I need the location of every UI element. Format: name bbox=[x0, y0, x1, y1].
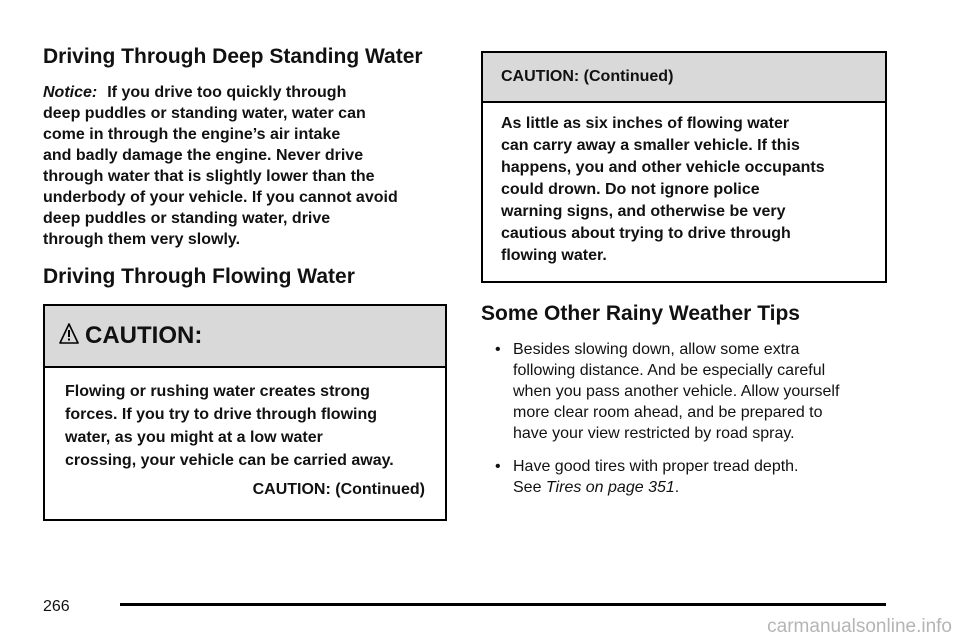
notice-paragraph bbox=[43, 82, 447, 250]
notice-line-8: through them very slowly. bbox=[43, 231, 241, 248]
continued-line-4: could drown. Do not ignore police bbox=[501, 181, 760, 198]
watermark: carmanualsonline.info bbox=[767, 616, 952, 637]
continued-line-7: flowing water. bbox=[501, 247, 607, 264]
list-item bbox=[495, 456, 887, 498]
caution-title: CAUTION: bbox=[85, 322, 203, 349]
list-item bbox=[495, 339, 887, 444]
caution-line-4: crossing, your vehicle can be carried away. bbox=[65, 452, 394, 469]
caution-line-3: water, as you might at a low water bbox=[65, 429, 323, 446]
caution-body bbox=[45, 368, 445, 519]
caution-box bbox=[43, 304, 447, 521]
caution-continued-box bbox=[481, 51, 887, 283]
rainy-tips-list bbox=[481, 339, 887, 498]
notice-line-6: underbody of your vehicle. If you cannot avoid bbox=[43, 189, 398, 206]
continued-line-5: warning signs, and otherwise be very bbox=[501, 203, 786, 220]
tires-page-link[interactable]: Tires on page 351 bbox=[545, 479, 675, 496]
notice-line-5: through water that is slightly lower than the bbox=[43, 168, 375, 185]
caution-continued-body bbox=[483, 103, 885, 281]
bullet1-line-4: more clear room ahead, and be prepared to bbox=[513, 404, 823, 421]
heading-deep-standing-water: Driving Through Deep Standing Water bbox=[43, 45, 423, 68]
bullet1-line-2: following distance. And be especially careful bbox=[513, 362, 826, 379]
notice-line-4: and badly damage the engine. Never drive bbox=[43, 147, 364, 164]
heading-rainy-weather-tips: Some Other Rainy Weather Tips bbox=[481, 302, 800, 325]
notice-line-2: deep puddles or standing water, water can bbox=[43, 105, 366, 122]
bullet-icon: • bbox=[495, 341, 501, 358]
caution-triangle-icon bbox=[59, 323, 79, 345]
heading-flowing-water: Driving Through Flowing Water bbox=[43, 265, 355, 288]
notice-line-3: come in through the engine’s air intake bbox=[43, 126, 341, 143]
bullet-icon: • bbox=[495, 458, 501, 475]
bullet1-line-3: when you pass another vehicle. Allow yourself bbox=[513, 383, 840, 400]
caution-line-1: Flowing or rushing water creates strong bbox=[65, 383, 370, 400]
bullet1-line-1: Besides slowing down, allow some extra bbox=[513, 341, 800, 358]
left-column bbox=[43, 44, 447, 521]
bullet2-line-1: Have good tires with proper tread depth. bbox=[513, 458, 799, 475]
continued-line-1: As little as six inches of flowing water bbox=[501, 115, 790, 132]
caution-header bbox=[45, 306, 445, 368]
footer-rule bbox=[120, 603, 886, 606]
right-column bbox=[481, 51, 887, 510]
notice-line-1: Notice: If you drive too quickly through bbox=[43, 84, 347, 101]
notice-label: Notice: bbox=[43, 84, 98, 101]
caution-continued-title: CAUTION: (Continued) bbox=[501, 68, 674, 85]
continued-line-6: cautious about trying to drive through bbox=[501, 225, 791, 242]
continued-line-2: can carry away a smaller vehicle. If this bbox=[501, 137, 800, 154]
caution-continued-label: CAUTION: (Continued) bbox=[252, 481, 425, 498]
caution-continued-header bbox=[483, 53, 885, 103]
notice-line-7: deep puddles or standing water, drive bbox=[43, 210, 331, 227]
bullet2-line-2: See Tires on page 351. bbox=[513, 479, 680, 496]
continued-line-3: happens, you and other vehicle occupants bbox=[501, 159, 825, 176]
page-number: 266 bbox=[43, 598, 70, 615]
bullet1-line-5: have your view restricted by road spray. bbox=[513, 425, 795, 442]
caution-line-2: forces. If you try to drive through flowing bbox=[65, 406, 378, 423]
